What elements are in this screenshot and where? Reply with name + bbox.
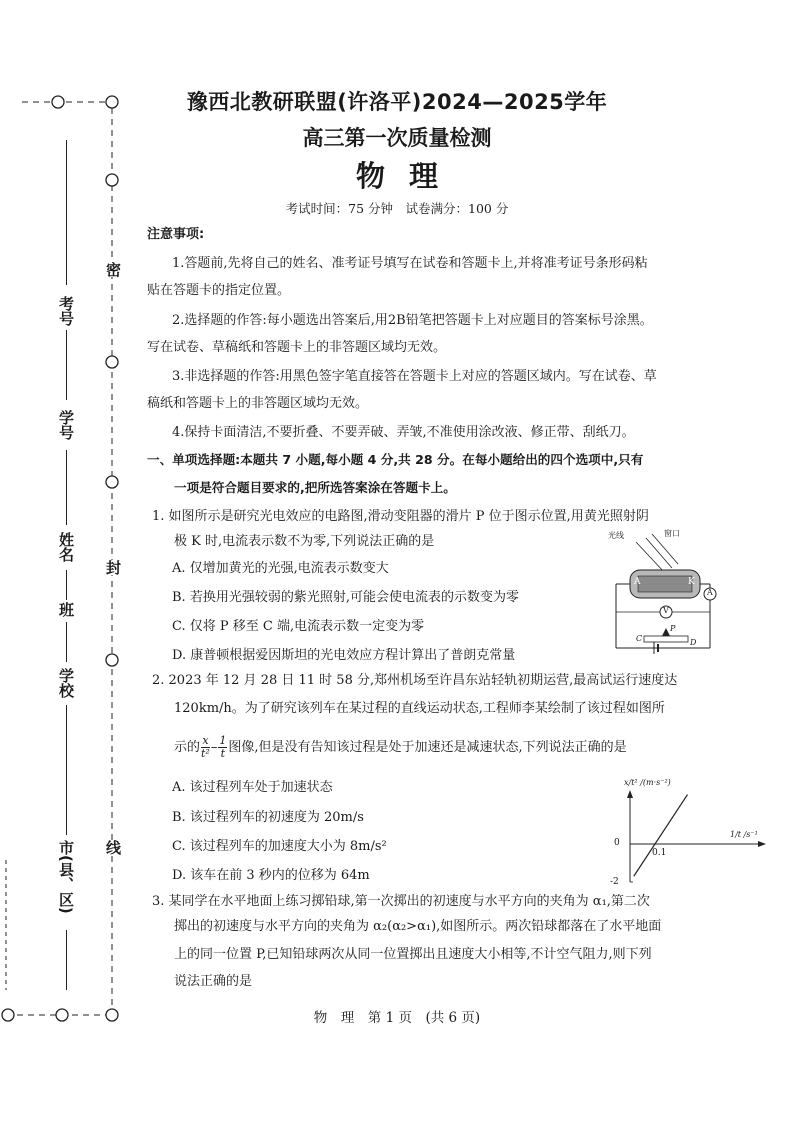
note-line: 稿纸和答题卡上的非答题区域均无效。	[147, 396, 369, 411]
note-line: 1.答题前,先将自己的姓名、准考证号填写在试卷和答题卡上,并将准考证号条形码粘	[172, 256, 648, 271]
xuexiao-line[interactable]	[66, 622, 67, 662]
q3-stem-line1: 3. 某同学在水平地面上练习掷铅球,第一次掷出的初速度与水平方向的夹角为 α₁,第二次	[152, 894, 650, 909]
x-axis-label: 1/t /s⁻¹	[730, 830, 758, 839]
fig-label-k: K	[688, 577, 695, 587]
exam-title-line2: 高三第一次质量检测	[302, 126, 492, 150]
section1-line1: 一、单项选择题:本题共 7 小题,每小题 4 分,共 28 分。在每小题给出的四个选项中,只有	[147, 452, 644, 467]
tick-origin: 0	[614, 838, 620, 848]
mi-label: 密	[104, 262, 122, 277]
q3-stem-line4: 说法正确的是	[174, 974, 253, 989]
exam-info: 考试时间：75 分钟 试卷满分：100 分	[285, 201, 509, 216]
q2-stem3-post: 图像,但是没有告知该过程是处于加速还是减速状态,下列说法正确的是	[228, 740, 627, 755]
fraction-1-over-t	[218, 735, 227, 760]
q2-option-a[interactable]: A. 该过程列车处于加速状态	[172, 780, 333, 795]
ban-line[interactable]	[66, 570, 67, 600]
x-axis-arrow	[758, 841, 766, 847]
exam-title-line1: 豫西北教研联盟(许洛平)2024—2025学年	[186, 90, 608, 114]
notes-heading: 注意事项:	[147, 227, 205, 242]
q2-dash: –	[210, 740, 218, 755]
q2-option-d[interactable]: D. 该车在前 3 秒内的位移为 64m	[172, 868, 370, 883]
frac2-den: t	[220, 747, 226, 760]
q1-option-a[interactable]: A. 仅增加黄光的光强,电流表示数变大	[172, 561, 389, 576]
q2-graph	[600, 778, 780, 888]
fig-label-p: P	[670, 624, 676, 633]
q1-option-d[interactable]: D. 康普顿根据爱因斯坦的光电效应方程计算出了普朗克常量	[172, 648, 516, 663]
y-axis-label: x/t² /(m·s⁻²)	[624, 778, 671, 787]
shi-line[interactable]	[66, 705, 67, 835]
tick-x-0-1: 0.1	[652, 848, 667, 858]
q2-stem-line2: 120km/h。为了研究该列车在某过程的直线运动状态,工程师李某绘制了该过程如图所	[174, 701, 665, 716]
q3-stem-line3: 上的同一位置 P,已知铅球两次从同一位置掷出且速度大小相等,不计空气阻力,则下列	[174, 947, 652, 962]
note-line: 写在试卷、草稿纸和答题卡上的非答题区域均无效。	[147, 340, 447, 355]
fraction-x-over-t2	[201, 735, 210, 760]
fig-label-v: V	[663, 606, 669, 615]
q2-option-b[interactable]: B. 该过程列车的初速度为 20m/s	[172, 810, 364, 825]
shi-label: 市(县、区)	[57, 840, 75, 914]
section1-line2: 一项是符合题目要求的,把所选答案涂在答题卡上。	[174, 480, 456, 495]
frac1-den: t²	[201, 747, 210, 760]
y-axis-arrow	[627, 790, 633, 798]
shi-line-2[interactable]	[66, 930, 67, 990]
q2-option-c[interactable]: C. 该过程列车的加速度大小为 8m/s²	[172, 839, 387, 854]
ban-label: 班	[57, 602, 75, 617]
fig-label-light: 光线	[608, 531, 624, 540]
subject-title: 物理	[355, 159, 462, 193]
q1-stem-line2: 极 K 时,电流表示数不为零,下列说法正确的是	[174, 534, 435, 549]
xuehao-line[interactable]	[66, 330, 67, 400]
xian-label: 线	[104, 840, 122, 855]
xuehao-label: 学号	[57, 410, 75, 440]
xingming-line[interactable]	[66, 450, 67, 525]
feng-label: 封	[104, 560, 122, 575]
fig-label-a-electrode: A	[634, 577, 641, 587]
tick-y-minus-2: -2	[610, 877, 619, 887]
xingming-label: 姓名	[57, 532, 75, 562]
q1-option-c[interactable]: C. 仅将 P 移至 C 端,电流表示数一定变为零	[172, 619, 425, 634]
note-line: 3.非选择题的作答:用黑色签字笔直接答在答题卡上对应的答题区域内。写在试卷、草	[172, 369, 657, 384]
q1-stem-line1: 1. 如图所示是研究光电效应的电路图,滑动变阻器的滑片 P 位于图示位置,用黄光照射阴	[152, 509, 649, 524]
q1-circuit-figure	[606, 528, 720, 662]
fig-label-c: C	[636, 634, 643, 643]
q2-stem3-pre: 示的	[174, 740, 201, 755]
q3-stem-line2: 掷出的初速度与水平方向的夹角为 α₂(α₂>α₁),如图所示。两次铅球都落在了水平地面	[174, 919, 662, 934]
kaohao-label: 考号	[57, 296, 75, 326]
fig-label-ammeter: A	[707, 588, 713, 597]
fig-label-window: 窗口	[664, 529, 680, 538]
q1-option-b[interactable]: B. 若换用光强较弱的紫光照射,可能会使电流表的示数变为零	[172, 590, 519, 605]
note-line: 2.选择题的作答:每小题选出答案后,用2B铅笔把答题卡上对应题目的答案标号涂黑。	[172, 313, 653, 328]
q2-stem-line1: 2. 2023 年 12 月 28 日 11 时 58 分,郑州机场至许昌东站轻轨初期运营,最高试运行速度达	[152, 673, 678, 688]
q2-stem-line3	[174, 735, 627, 760]
note-line: 4.保持卡面清洁,不要折叠、不要弄破、弄皱,不准使用涂改液、修正带、刮纸刀。	[172, 425, 635, 440]
frac1-num: x	[202, 734, 209, 747]
page-footer: 物 理 第 1 页 (共 6 页)	[313, 1010, 481, 1026]
xuexiao-label: 学校	[57, 668, 75, 698]
fig-label-d: D	[690, 638, 697, 647]
frac2-num: 1	[219, 734, 227, 747]
note-line: 贴在答题卡的指定位置。	[147, 283, 291, 298]
data-line	[634, 795, 688, 877]
